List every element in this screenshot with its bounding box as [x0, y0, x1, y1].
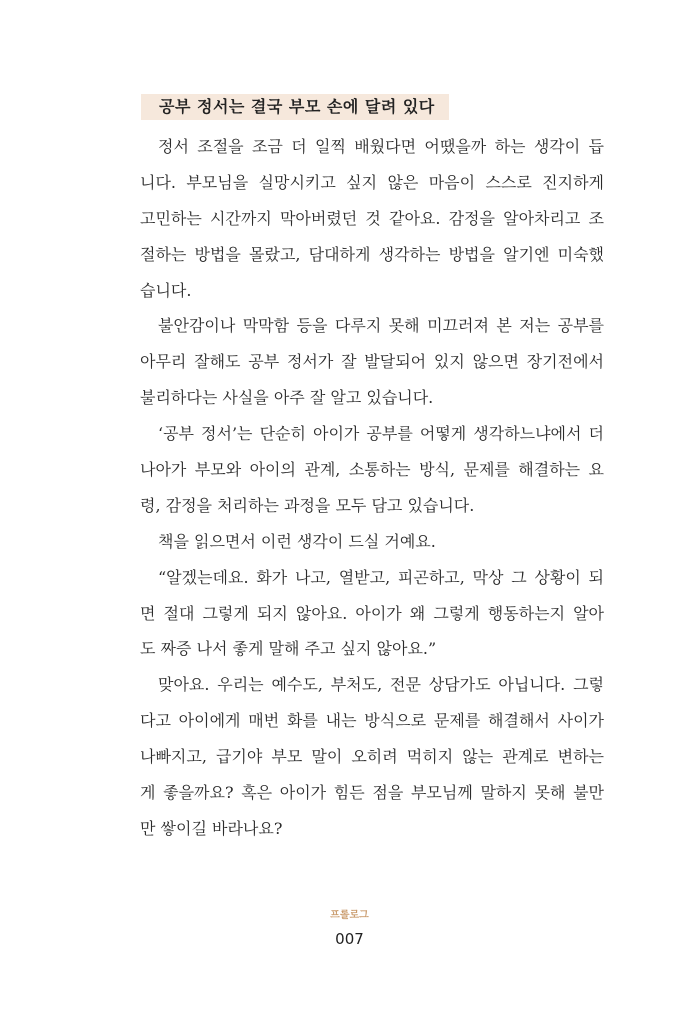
text-line: 나빠지고, 급기야 부모 말이 오히려 먹히지 않는 관계로 변하는: [140, 747, 604, 767]
text-line: 면 절대 그렇게 되지 않아요. 아이가 왜 그렇게 행동하는지 알아: [140, 603, 604, 623]
page-number: 007: [335, 930, 364, 948]
text-line: 절하는 방법을 몰랐고, 담대하게 생각하는 방법을 알기엔 미숙했: [140, 244, 604, 264]
text-line: ‘공부 정서’는 단순히 아이가 공부를 어떻게 생각하느냐에서 더: [158, 424, 604, 444]
body-text: [140, 129, 604, 847]
paragraph: [140, 667, 604, 846]
text-line: 책을 읽으면서 이런 생각이 드실 거예요.: [158, 531, 436, 551]
text-line: 게 좋을까요? 혹은 아이가 힘든 점을 부모님께 말하지 못해 불만: [140, 783, 604, 803]
text-line: 아무리 잘해도 공부 정서가 잘 발달되어 있지 않으면 장기전에서: [140, 352, 604, 372]
running-footer-section: 프롤로그: [330, 910, 369, 921]
section-heading: 공부 정서는 결국 부모 손에 달려 있다: [141, 94, 449, 120]
paragraph: [140, 524, 604, 560]
paragraph: [140, 308, 604, 416]
text-line: 불안감이나 막막함 등을 다루지 못해 미끄러져 본 저는 공부를: [158, 316, 604, 336]
text-line: 다고 아이에게 매번 화를 내는 방식으로 문제를 해결해서 사이가: [140, 711, 604, 731]
paragraph: [140, 416, 604, 524]
text-line: 만 쌓이길 바라나요?: [140, 818, 283, 838]
text-line: 도 짜증 나서 좋게 말해 주고 싶지 않아요.”: [140, 639, 437, 659]
text-line: “알겠는데요. 화가 나고, 열받고, 피곤하고, 막상 그 상황이 되: [158, 567, 604, 587]
paragraph: [140, 129, 604, 308]
text-line: 정서 조절을 조금 더 일찍 배웠다면 어땠을까 하는 생각이 듭: [158, 137, 604, 156]
text-line: 고민하는 시간까지 막아버렸던 것 같아요. 감정을 알아차리고 조: [140, 208, 604, 228]
paragraph: [140, 560, 604, 668]
text-line: 니다. 부모님을 실망시키고 싶지 않은 마음이 스스로 진지하게: [140, 172, 604, 192]
text-line: 령, 감정을 처리하는 과정을 모두 담고 있습니다.: [140, 495, 475, 515]
text-line: 습니다.: [140, 280, 192, 300]
text-line: 불리하다는 사실을 아주 잘 알고 있습니다.: [140, 388, 434, 408]
text-line: 나아가 부모와 아이의 관계, 소통하는 방식, 문제를 해결하는 요: [140, 460, 604, 480]
text-line: 맞아요. 우리는 예수도, 부처도, 전문 상담가도 아닙니다. 그렇: [158, 675, 604, 695]
